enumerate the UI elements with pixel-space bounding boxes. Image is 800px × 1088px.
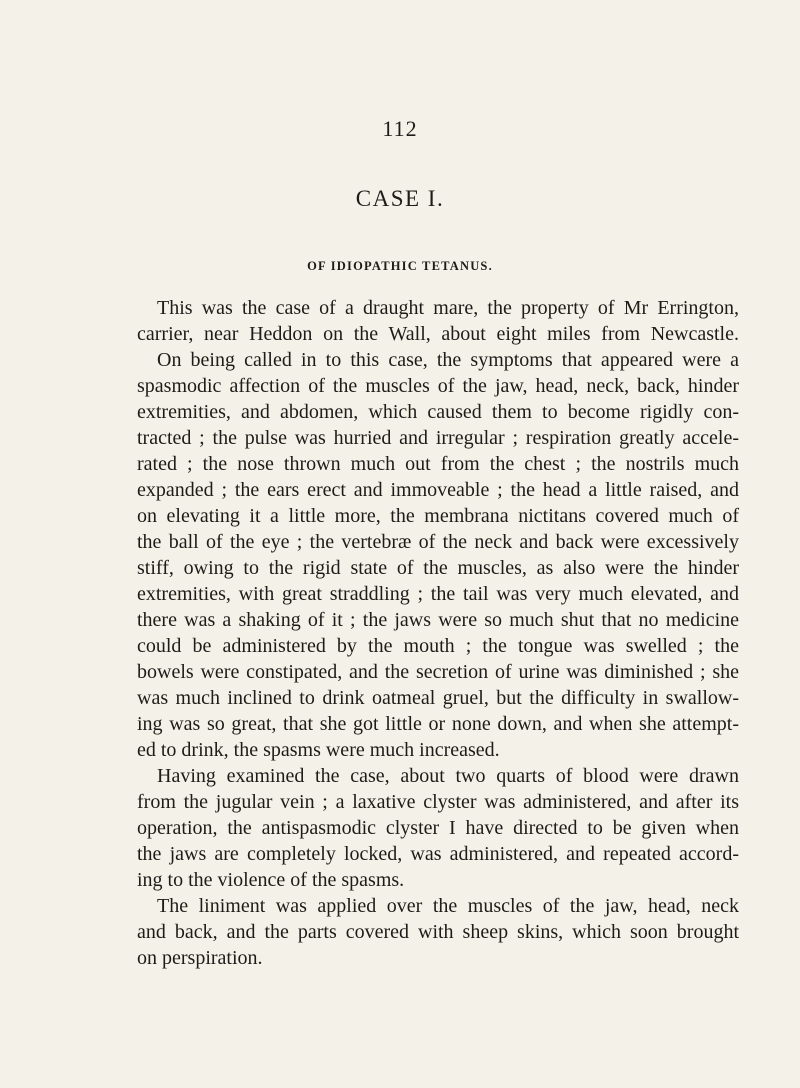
text-line: on elevating it a little more, the membrana nictitans covered much of — [137, 505, 739, 527]
text-line: rated ; the nose thrown much out from the chest ; the nostrils much — [137, 453, 739, 475]
text-line: extremities, and abdomen, which caused them to become rigidly con- — [137, 401, 739, 423]
text-line: ing to the violence of the spasms. — [137, 869, 405, 891]
text-line: This was the case of a draught mare, the property of Mr Errington, — [157, 297, 739, 319]
text-line: stiff, owing to the rigid state of the muscles, as also were the hinder — [137, 557, 739, 579]
text-line: extremities, with great straddling ; the tail was very much elevated, and — [137, 583, 739, 605]
text-line: from the jugular vein ; a laxative clyster was administered, and after its — [137, 791, 739, 813]
text-line: The liniment was applied over the muscles of the jaw, head, neck — [157, 895, 739, 917]
text-line: bowels were constipated, and the secretion of urine was diminished ; she — [137, 661, 739, 683]
text-line: on perspiration. — [137, 947, 263, 969]
text-line: the ball of the eye ; the vertebræ of the neck and back were excessively — [137, 531, 739, 553]
text-line: there was a shaking of it ; the jaws were so much shut that no medicine — [137, 609, 739, 631]
case-title: CASE I. — [355, 186, 445, 211]
text-line: spasmodic affection of the muscles of the jaw, head, neck, back, hinder — [137, 375, 739, 397]
text-line: tracted ; the pulse was hurried and irregular ; respiration greatly accele- — [137, 427, 739, 449]
text-line: ed to drink, the spasms were much increased. — [137, 739, 500, 761]
text-line: ing was so great, that she got little or none down, and when she attempt- — [137, 713, 739, 735]
text-line: carrier, near Heddon on the Wall, about eight miles from Newcastle. — [137, 323, 739, 345]
text-line: operation, the antispasmodic clyster I have directed to be given when — [137, 817, 739, 839]
page-number: 112 — [382, 116, 418, 141]
text-line: was much inclined to drink oatmeal gruel, but the difficulty in swallow- — [137, 687, 739, 709]
text-line: the jaws are completely locked, was administered, and repeated accord- — [137, 843, 739, 865]
text-line: Having examined the case, about two quarts of blood were drawn — [157, 765, 739, 787]
text-line: On being called in to this case, the symptoms that appeared were a — [157, 349, 739, 371]
text-line: could be administered by the mouth ; the tongue was swelled ; the — [137, 635, 739, 657]
text-line: expanded ; the ears erect and immoveable ; the head a little raised, and — [137, 479, 739, 501]
case-subtitle: OF IDIOPATHIC TETANUS. — [307, 259, 493, 273]
text-line: and back, and the parts covered with sheep skins, which soon brought — [137, 921, 739, 943]
